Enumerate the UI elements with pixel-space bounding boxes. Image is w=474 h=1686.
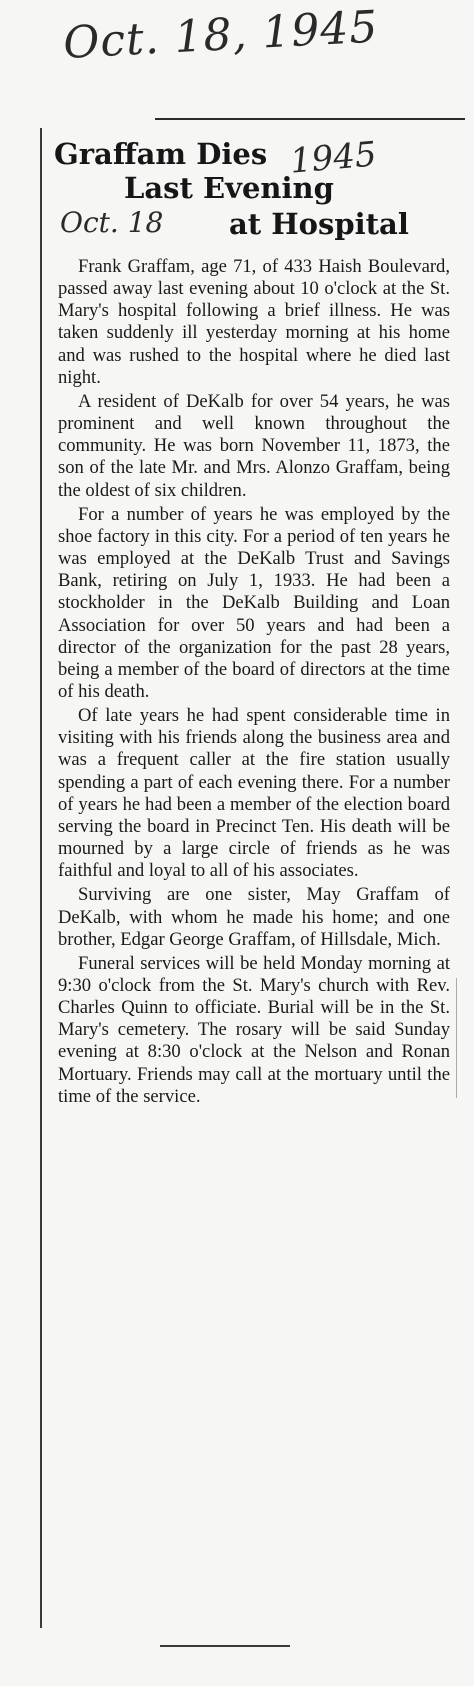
article-paragraph-4: Of late years he had spent considerable time in visiting with his friends along the business area and was a frequent caller at the fire station usually spending a part of each evening there. For a number of years he had been a member of the election board serving the board in Precinct Ten. His death will be mourned by a large circle of friends as he was faithful and loyal to all of his associates. <box>58 705 450 882</box>
article-paragraph-5: Surviving are one sister, May Graffam of DeKalb, with whom he made his home; and one brother, Edgar George Graffam, of Hillsdale, Mich. <box>58 884 450 950</box>
article-paragraph-6: Funeral services will be held Monday morning at 9:30 o'clock from the St. Mary's church with Rev. Charles Quinn to officiate. Burial will be in the St. Mary's cemetery. The rosary will be said Sunday evening at 8:30 o'clock at the Nelson and Ronan Mortuary. Friends may call at the mortuary until the time of the service. <box>58 952 450 1107</box>
handwritten-date: Oct. 18, 1945 <box>62 1 380 69</box>
top-rule <box>155 118 465 120</box>
article-paragraph-2: A resident of DeKalb for over 54 years, he was prominent and well known throughout the community. He was born November 11, 1873, the son of the late Mr. and Mrs. Alonzo Graffam, being the oldest of six children. <box>58 390 450 501</box>
headline-line-1: Graffam Dies <box>54 137 268 171</box>
left-column-rule <box>40 128 42 1628</box>
newspaper-clipping <box>40 118 450 1658</box>
article-paragraph-1: Frank Graffam, age 71, of 433 Haish Boulevard, passed away last evening about 10 o'clock at the St. Mary's hospital following a brief illness. He was taken suddenly ill yesterday morning at his home and was rushed to the hospital where he died last night. <box>58 256 450 388</box>
headline-line-2: Last Evening <box>124 171 334 205</box>
handwritten-date-annotation: Oct. 18 <box>60 206 164 239</box>
right-column-rule <box>456 978 457 1098</box>
article-body <box>58 256 450 1110</box>
handwritten-year-annotation: 1945 <box>288 134 379 182</box>
article-paragraph-3: For a number of years he was employed by the shoe factory in this city. For a period of ten years he was employed at the DeKalb Trust and Savings Bank, retiring on July 1, 1933. He had been a stockholder in the DeKalb Building and Loan Association for over 50 years and had been a director of the organization for the past 28 years, being a member of the board of directors at the time of his death. <box>58 503 450 702</box>
headline-line-3: at Hospital <box>229 207 409 241</box>
bottom-rule <box>160 1645 290 1647</box>
